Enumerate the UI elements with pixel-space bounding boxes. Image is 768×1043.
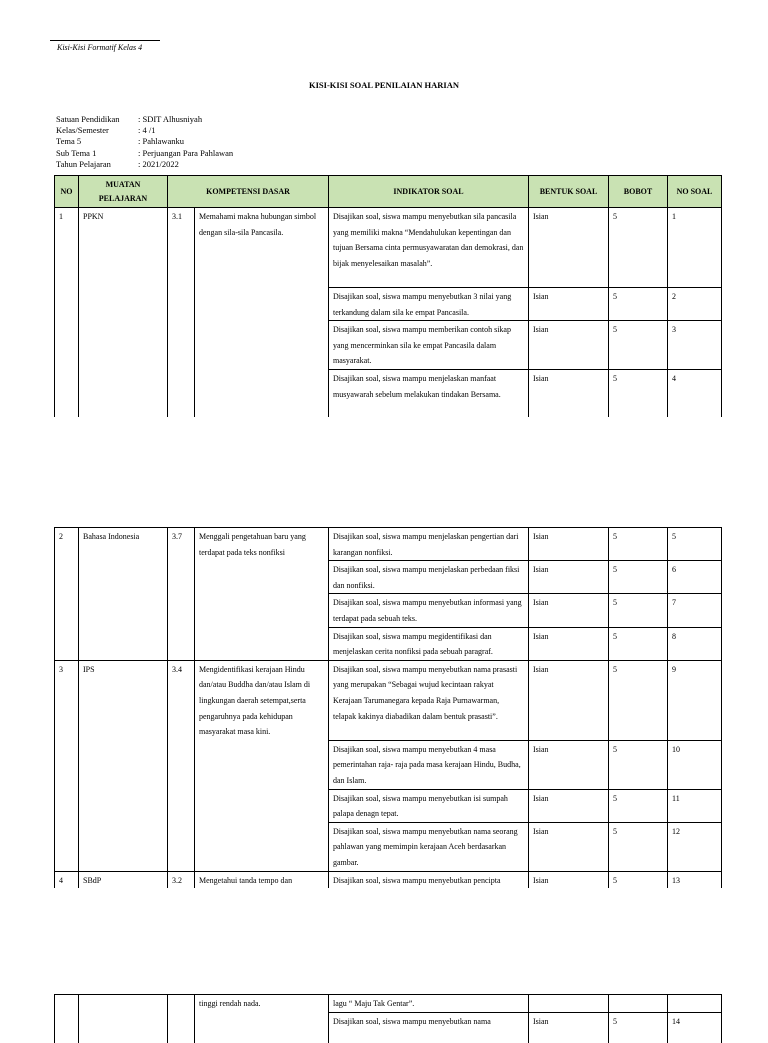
header-no-soal: NO SOAL — [668, 176, 722, 208]
cell-bentuk: Isian — [529, 321, 609, 370]
cell-no-soal: 14 — [668, 1013, 722, 1043]
cell-muatan: PPKN — [79, 208, 168, 418]
cell-indikator: Disajikan soal, siswa mampu menyebutkan 4 masa pemerintahan raja- raja pada masa kerajaan Hindu, Budha, dan Islam. — [329, 740, 529, 789]
kisi-kisi-table-page-1 — [54, 175, 722, 417]
cell-bobot: 5 — [609, 321, 668, 370]
cell-bentuk: Isian — [529, 208, 609, 288]
header-muatan: MUATAN PELAJARAN — [79, 176, 168, 208]
cell-bobot: 5 — [609, 789, 668, 822]
cell-indikator: Disajikan soal, siswa mampu menyebutkan informasi yang terdapat pada sebuah teks. — [329, 594, 529, 627]
meta-label: Kelas/Semester — [56, 125, 109, 136]
meta-value: : Perjuangan Para Pahlawan — [138, 147, 234, 158]
cell-no-soal: 6 — [668, 561, 722, 594]
cell-kd-text: Mengidentifikasi kerajaan Hindu dan/atau Buddha dan/atau Islam di lingkungan daerah setempat,serta pengaruhnya pada kehidupan masyarakat masa kini. — [195, 660, 329, 871]
cell-kd-no: 3.1 — [168, 208, 195, 418]
cell-indikator: Disajikan soal, siswa mampu menyebutkan isi sumpah palapa denagn tepat. — [329, 789, 529, 822]
meta-row — [56, 125, 233, 136]
header-no: NO — [55, 176, 79, 208]
cell-no-soal — [668, 995, 722, 1013]
cell-bentuk: Isian — [529, 369, 609, 417]
table-row — [55, 208, 722, 288]
cell-bobot: 5 — [609, 660, 668, 740]
meta-value: : SDIT Alhusniyah — [138, 114, 203, 124]
cell-muatan: Bahasa Indonesia — [79, 528, 168, 661]
cell-bentuk: Isian — [529, 660, 609, 740]
cell-kd-text: Menggali pengetahuan baru yang terdapat pada teks nonfiksi — [195, 528, 329, 661]
cell-bentuk: Isian — [529, 528, 609, 561]
cell-no-soal: 5 — [668, 528, 722, 561]
cell-no: 4 — [55, 871, 79, 888]
cell-indikator: Disajikan soal, siswa mampu menjelaskan pengertian dari karangan nonfiksi. — [329, 528, 529, 561]
meta-row — [56, 148, 233, 159]
cell-bobot: 5 — [609, 208, 668, 288]
table-row — [55, 871, 722, 888]
meta-value: : Pahlawanku — [138, 136, 185, 147]
cell-no-soal: 8 — [668, 627, 722, 660]
cell-kd-no: 3.7 — [168, 528, 195, 661]
cell-no-soal: 2 — [668, 288, 722, 321]
cell-kd-text: tinggi rendah nada. — [195, 995, 329, 1043]
cell-bentuk: Isian — [529, 871, 609, 888]
header-bobot: BOBOT — [609, 176, 668, 208]
cell-no-soal: 10 — [668, 740, 722, 789]
running-header: Kisi-Kisi Formatif Kelas 4 — [57, 43, 143, 52]
header-kompetensi: KOMPETENSI DASAR — [168, 176, 329, 208]
cell-kd-no: 3.2 — [168, 871, 195, 888]
cell-no-soal: 4 — [668, 369, 722, 417]
kisi-kisi-table-page-3 — [54, 994, 722, 1043]
cell-muatan: IPS — [79, 660, 168, 871]
cell-indikator: Disajikan soal, siswa mampu menjelaskan perbedaan fiksi dan nonfiksi. — [329, 561, 529, 594]
cell-no-soal: 11 — [668, 789, 722, 822]
meta-value: : 2021/2022 — [138, 158, 179, 169]
cell-bobot: 5 — [609, 1013, 668, 1043]
cell-bentuk: Isian — [529, 288, 609, 321]
header-bentuk: BENTUK SOAL — [529, 176, 609, 208]
cell-no: 1 — [55, 208, 79, 418]
meta-value: : 4 /1 — [138, 125, 156, 136]
header-indikator: INDIKATOR SOAL — [329, 176, 529, 208]
cell-bobot: 5 — [609, 369, 668, 417]
cell-indikator: Disajikan soal, siswa mampu menyebutkan nama seorang pahlawan yang memimpin kerajaan Aceh berdasarkan gambar. — [329, 822, 529, 871]
meta-row — [56, 159, 233, 170]
cell-bobot: 5 — [609, 871, 668, 888]
cell-bentuk: Isian — [529, 822, 609, 871]
document-meta — [56, 114, 233, 170]
meta-label: Satuan Pendidikan — [56, 114, 120, 124]
cell-muatan — [79, 995, 168, 1043]
cell-bentuk: Isian — [529, 740, 609, 789]
table-row — [55, 528, 722, 561]
table-header-row — [55, 176, 722, 208]
cell-kd-no: 3.4 — [168, 660, 195, 871]
cell-no-soal: 3 — [668, 321, 722, 370]
meta-row — [56, 114, 233, 125]
meta-label: Sub Tema 1 — [56, 147, 97, 158]
cell-no — [55, 995, 79, 1043]
meta-label: Tema 5 — [56, 136, 82, 147]
cell-indikator: Disajikan soal, siswa mampu menyebutkan pencipta — [329, 871, 529, 888]
cell-indikator: Disajikan soal, siswa mampu menyebutkan sila pancasila yang memiliki makna “Mendahulukan kepentingan dan tujuan Bersama cinta permusyawaratan dan demokrasi, dan bijak menyelesaikan masalah”. — [329, 208, 529, 288]
cell-bobot: 5 — [609, 288, 668, 321]
table-row — [55, 660, 722, 740]
cell-no-soal: 9 — [668, 660, 722, 740]
cell-bentuk — [529, 995, 609, 1013]
cell-kd-text: Mengetahui tanda tempo dan — [195, 871, 329, 888]
cell-bobot: 5 — [609, 561, 668, 594]
cell-indikator: Disajikan soal, siswa mampu menjelaskan manfaat musyawarah sebelum melakukan tindakan Bersama. — [329, 369, 529, 417]
cell-bobot — [609, 995, 668, 1013]
cell-no: 3 — [55, 660, 79, 871]
cell-indikator: Disajikan soal, siswa mampu memberikan contoh sikap yang mencerminkan sila ke empat Pancasila dalam masyarakat. — [329, 321, 529, 370]
cell-bobot: 5 — [609, 528, 668, 561]
cell-bobot: 5 — [609, 740, 668, 789]
cell-bentuk: Isian — [529, 789, 609, 822]
meta-row — [56, 136, 233, 147]
cell-no-soal: 1 — [668, 208, 722, 288]
cell-no: 2 — [55, 528, 79, 661]
cell-no-soal: 12 — [668, 822, 722, 871]
document-title: KISI-KISI SOAL PENILAIAN HARIAN — [309, 80, 459, 90]
cell-bobot: 5 — [609, 594, 668, 627]
cell-indikator: Disajikan soal, siswa mampu megidentifikasi dan menjelaskan cerita nonfiksi pada sebuah paragraf. — [329, 627, 529, 660]
cell-indikator: Disajikan soal, siswa mampu menyebutkan nama — [329, 1013, 529, 1043]
cell-bentuk: Isian — [529, 1013, 609, 1043]
cell-no-soal: 7 — [668, 594, 722, 627]
cell-bobot: 5 — [609, 822, 668, 871]
header-rule — [50, 40, 160, 41]
cell-bentuk: Isian — [529, 594, 609, 627]
cell-muatan: SBdP — [79, 871, 168, 888]
meta-label: Tahun Pelajaran — [56, 158, 111, 169]
cell-kd-text: Memahami makna hubungan simbol dengan sila-sila Pancasila. — [195, 208, 329, 418]
cell-no-soal: 13 — [668, 871, 722, 888]
cell-kd-no — [168, 995, 195, 1043]
cell-indikator: Disajikan soal, siswa mampu menyebutkan nama prasasti yang merupakan “Sebagai wujud kecintaan rakyat Kerajaan Tarumanegara kepada Raja Purnawarman, telapak kakinya diabadikan dalam bentuk prasasti”. — [329, 660, 529, 740]
cell-indikator: Disajikan soal, siswa mampu menyebutkan 3 nilai yang terkandung dalam sila ke empat Pancasila. — [329, 288, 529, 321]
cell-bentuk: Isian — [529, 561, 609, 594]
kisi-kisi-table-page-2 — [54, 527, 722, 888]
cell-bobot: 5 — [609, 627, 668, 660]
table-row — [55, 995, 722, 1013]
cell-bentuk: Isian — [529, 627, 609, 660]
cell-indikator: lagu “ Maju Tak Gentar”. — [329, 995, 529, 1013]
